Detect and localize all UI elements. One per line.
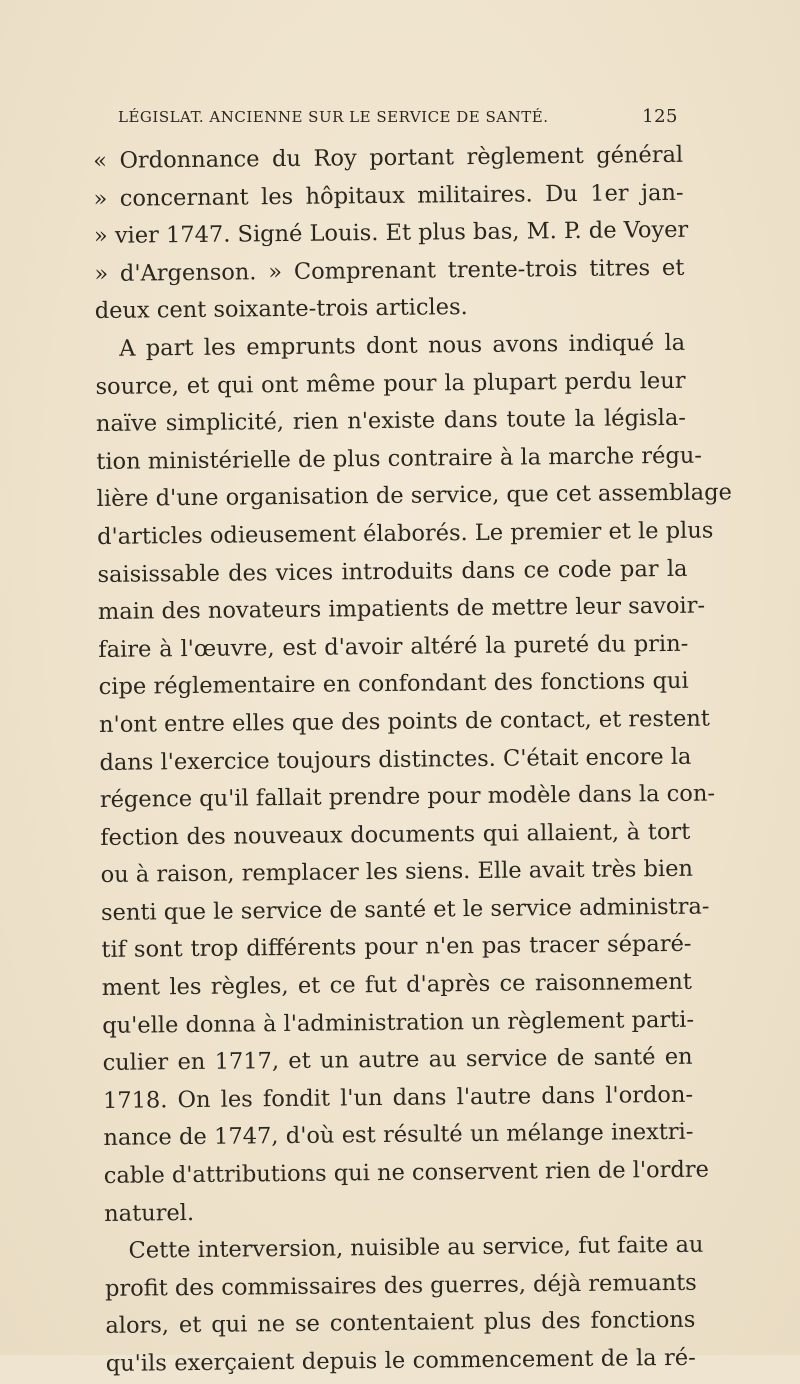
- text-line: 1718. On les fondit l'un dans l'autre dans l'ordon-: [102, 1081, 694, 1114]
- text-line: régence qu'il fallait prendre pour modèle dans la con-: [99, 780, 716, 814]
- text-line: Cette interversion, nuisible au service, fut faite au: [128, 1231, 704, 1264]
- text-line: qu'elle donna à l'administration un règlement parti-: [102, 1006, 695, 1039]
- text-line: ment les règles, et ce fut d'après ce raisonnement: [101, 968, 692, 1002]
- text-line: cipe réglementaire en confondant des fonctions qui: [98, 668, 689, 701]
- text-line: culier en 1717, et un autre au service de santé en: [102, 1044, 693, 1077]
- text-line: saisissable des vices introduits dans ce code par la: [97, 555, 688, 588]
- text-line: dans l'exercice toujours distinctes. C'était encore la: [99, 743, 692, 776]
- body-text: [93, 137, 732, 1384]
- text-line: deux cent soixante-trois articles.: [94, 294, 468, 325]
- text-line: cable d'attributions qui ne conservent rien de l'ordre: [103, 1156, 710, 1189]
- text-line: naïve simplicité, rien n'existe dans toute la législa-: [95, 404, 687, 438]
- text-line: main des novateurs impatients de mettre leur savoir-: [97, 592, 706, 626]
- text-line: d'articles odieusement élaborés. Le premier et le plus: [96, 517, 714, 550]
- text-line: » concernant les hôpitaux militaires. Du 1er jan-: [93, 179, 684, 212]
- text-line: » d'Argenson. » Comprenant trente-trois titres et: [94, 254, 685, 287]
- text-line: » vier 1747. Signé Louis. Et plus bas, M. P. de Voyer: [93, 216, 689, 250]
- page-number: 125: [642, 106, 678, 127]
- text-line: lière d'une organisation de service, que cet assemblage: [96, 479, 732, 513]
- text-line: source, et qui ont même pour la plupart perdu leur: [95, 367, 686, 400]
- text-line: tion ministérielle de plus contraire à la marche régu-: [96, 442, 703, 475]
- text-line: faire à l'œuvre, est d'avoir altéré la pureté du prin-: [98, 630, 689, 663]
- text-line: « Ordonnance du Roy portant règlement général: [93, 141, 684, 174]
- text-line: alors, et qui ne se contentaient plus des fonctions: [105, 1307, 696, 1340]
- text-line: tif sont trop différents pour n'en pas tracer séparé-: [101, 931, 692, 964]
- running-title: LÉGISLAT. ANCIENNE SUR LE SERVICE DE SANTÉ.: [118, 108, 549, 126]
- text-line: A part les emprunts dont nous avons indiqué la: [119, 329, 686, 362]
- page-header: [118, 106, 678, 127]
- text-line: ou à raison, remplacer les siens. Elle avait très bien: [100, 856, 694, 889]
- text-line: senti que le service de santé et le service administra-: [100, 893, 710, 926]
- text-line: nance de 1747, d'où est résulté un mélange inextri-: [103, 1119, 694, 1152]
- text-line: qu'ils exerçaient depuis le commencement de la ré-: [105, 1344, 696, 1377]
- text-line: fection des nouveaux documents qui allaient, à tort: [100, 818, 691, 851]
- text-line: n'ont entre elles que des points de contact, et restent: [98, 705, 710, 738]
- text-line: profit des commissaires des guerres, déjà remuants: [104, 1269, 697, 1302]
- text-line: naturel.: [104, 1199, 195, 1227]
